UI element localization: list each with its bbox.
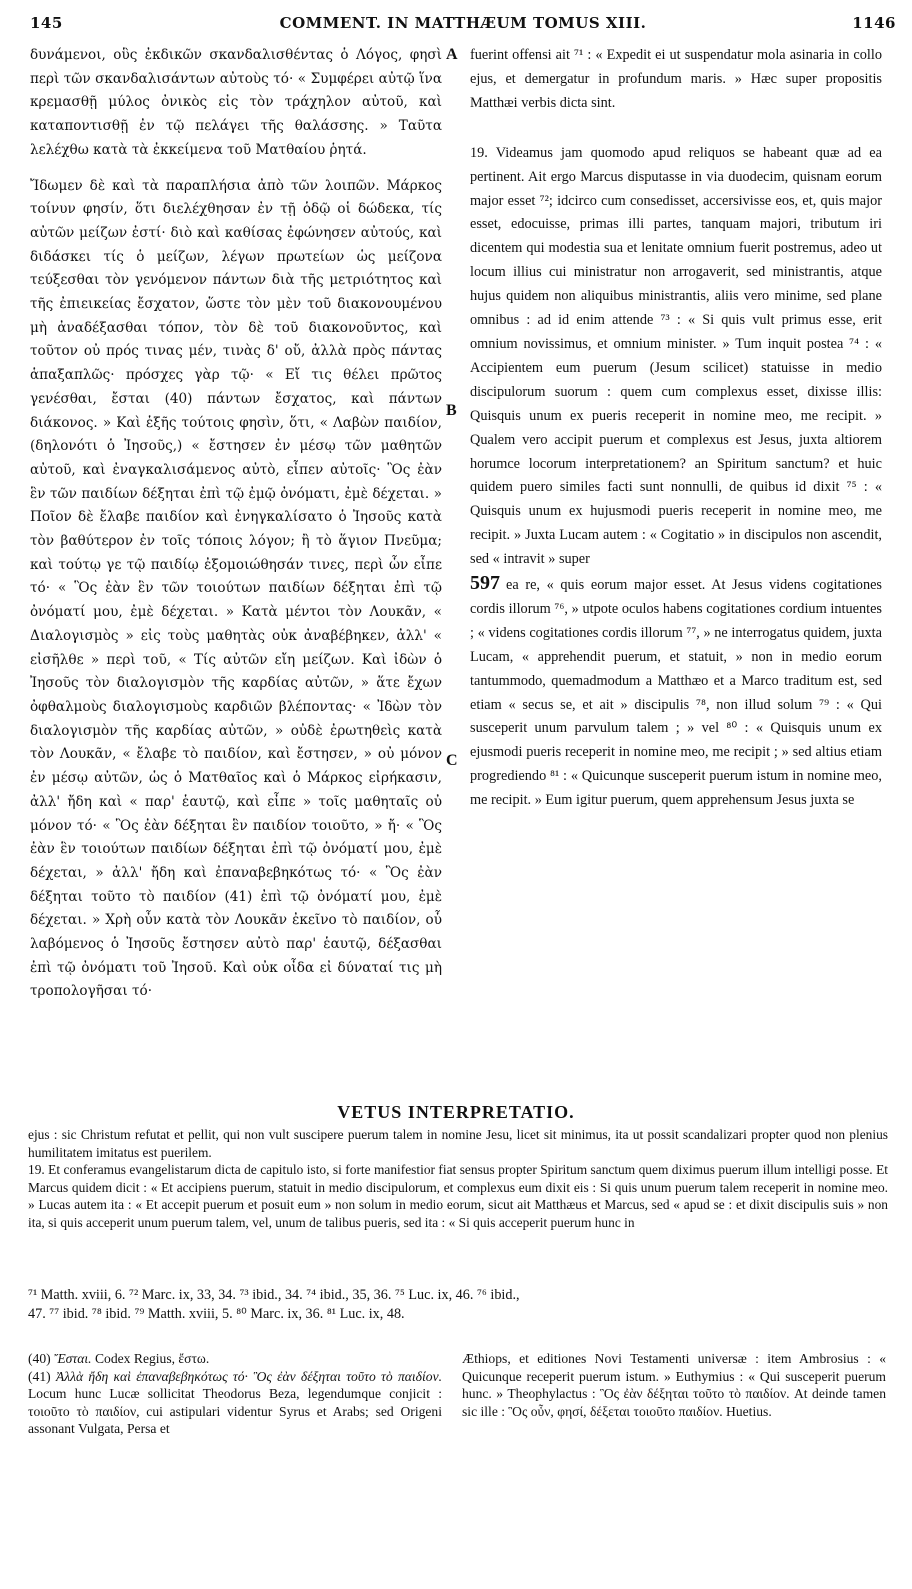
greek-paragraph-2: Ἴδωμεν δὲ καὶ τὰ παραπλήσια ἀπὸ τῶν λοιπῶν. Μάρκος τοίνυν φησίν, ὅτι διελέχθησαν ἐν τῇ ὁδῷ οἱ δώδεκα, τίς αὐτῶν μείζων ἐστί· διὸ καὶ καθίσας ἐφώνησεν αὐτούς, καὶ διδάσκει τίς ὁ μείζων, λέγων πρωτείων ὡς μείζονα τεύξεσθαι τὸν γενόμενον πάντων διὰ τῆς μετριότητος καὶ τῆς ἐπιεικείας ἔσχατον, ὥστε τὸν μὲν τοῦ διακονουμένου μὴ ἀναδέξασθαι τόπον, τὸν δὲ τοῦ διακονοῦντος, καὶ τοῦτον οὐ πρός τινας μέν, τινὰς δ' οὔ, ἀλλὰ πρὸς πάντας ἁπαξαπλῶς· πρόσχες γὰρ τῷ· « Εἴ τις θέλει πρῶτος γενέσθαι, ἔσται (40) πάντων ἔσχατος, καὶ πάντων διάκονος. » Καὶ ἑξῆς τούτοις φησὶν, ὅτι, « Λαβὼν παιδίον, (δηλονότι ὁ Ἰησοῦς,) « ἔστησεν ἐν μέσῳ τῶν μαθητῶν αὐτοῦ, καὶ ἐναγκαλισάμενος αὐτὸ, εἶπεν αὐτοῖς· Ὃς ἐὰν ἓν τῶν παιδίων δέξηται ἐπὶ τῷ ἐμῷ ὀνόματι, ἐμὲ δέχεται. » Ποῖον δὲ ἔλαβε παιδίον καὶ ἐνηγκαλίσατο ὁ Ἰησοῦς κατὰ τὸν βαθύτερον ἐν τοῖς τόποις λόγον; ἢ τὸ ἅγιον Πνεῦμα; καὶ τούτῳ γε τῷ παιδίῳ ἐξομοιώθησάν τινες, περὶ ὧν εἶπε τό· « Ὃς ἐὰν ἓν τῶν τοιούτων παιδίων δέξηται ἐπὶ τῷ ὀνόματί μου, ἐμὲ δέχεται. » Κατὰ μέντοι τὸν Λουκᾶν, « Διαλογισμὸς » εἰς τοὺς μαθητὰς οὐκ ἀναβέβηκεν, ἀλλ' « εἰσῆλθε » περὶ τοῦ, « Τίς αὐτῶν εἴη μείζων. Καὶ ἰδὼν ὁ Ἰησοῦς τὸν διαλογισμὸν τῆς καρδίας αὐτῶν, » ἅτε ἔχων ὀφθαλμοὺς διαλογισμοὺς καρδιῶν βλέποντας· « Ἰδὼν τὸν διαλογισμὸν τῆς καρδίας αὐτῶν, » οὐδὲ ἐρωτηθεὶς κατὰ τὸν Λουκᾶν, « ἔλαβε τὸ παιδίον, καὶ ἔστησεν, » οὐ μόνον ἐν μέσῳ αὐτῶν, ὡς ὁ Ματθαῖος καὶ ὁ Μάρκος εἰρήκασιν, ἀλλ' ἤδη καὶ « παρ' ἑαυτῷ, καὶ εἶπε » τοῖς μαθηταῖς οὐ μόνον τό· « Ὃς ἐὰν δέξηται ἓν παιδίον τοιοῦτο, » ἤ· « Ὃς ἐὰν ἓν τοιούτων παιδίων δέξηται ἐπὶ τῷ ὀνόματί μου, ἐμὲ δέχεται, » ἀλλ' ἤδη καὶ ἐπαναβεβηκότως τό· « Ὃς ἐὰν δέξηται τοῦτο τὸ παιδίον (41) ἐπὶ τῷ ὀνόματί μου, ἐμὲ δέχεται. » Χρὴ οὖν κατὰ τὸν Λουκᾶν ἐκεῖνο τὸ παιδίον, οὗ λαβόμενος ὁ Ἰησοῦς ἔστησεν αὐτὸ παρ' ἑαυτῷ, δέξασθαι ἐπὶ τῷ ὀνόματι τοῦ Ἰησοῦ. Καὶ οὐκ οἶδα εἰ δύναταί τις μὴ τροπολογῆσαι τό· <box>30 177 442 1000</box>
footnote-41-continued: Æthiops, et editiones Novi Testamenti universæ : item Ambrosius : « Quicunque receperit puerum istum. » Euthymius : « Qui susceperit puerum hunc. » Theophylactus : Ὃς ἐὰν δέξηται τοῦτο τὸ παιδίον. At deinde tamen sic ille : Ὃς οὖν, φησί, δέξεται τοιοῦτο παιδίον. Huetius. <box>462 1351 886 1419</box>
latin-paragraph-3 <box>470 572 882 813</box>
latin-paragraph-3-text: ea re, « quis eorum major esset. At Jesus videns cogitationes cordis illorum ⁷⁶, » utpote oculos habens cogitationes cordium intuentes ; « videns cogitationes cordis illorum ⁷⁷, » ne interrogatus quidem, juxta Lucam, « apprehendit puerum, et statuit, » non in medio eorum tantummodo, quemadmodum a Matthæo et a Marco traditum est, sed etiam « secus se, et ait » discipulis ⁷⁸, non illud solum ⁷⁹ : « Qui susceperit unum parvulum talem ; » vel ⁸⁰ : « Quisquis unum ex ejusmodi pueris receperit in nomine meo, me recipit ; » sed altius etiam progrediendo ⁸¹ : « Quicunque susceperit puerum istum in nomine meo, me recipit. » Eum igitur puerum, quem apprehensum Jesus juxta se <box>470 577 882 809</box>
margin-letter-a: A <box>446 46 458 63</box>
footnote-41 <box>28 1368 442 1438</box>
footnote-41-text: Locum hunc Lucæ sollicitat Theodorus Beza, legendumque conjicit : τοιοῦτο τὸ παιδίον, cui astipulari videntur Syrus et Arabs; sed Origeni assonant Vulgata, Persa et <box>28 1386 442 1437</box>
vetus-paragraph-1: ejus : sic Christum refutat et pellit, qui non vult suscipere puerum talem in nomine Jesu, licet sit minimus, ita ut possit scandalizari propter quod non plenius humilitatem imitatus est puerilem. <box>28 1127 888 1160</box>
footnote-41-lemma: Ἀλλὰ ἤδη καὶ ἐπαναβεβηκότως τό· Ὃς ἐὰν δέξηται τοῦτο τὸ παιδίον. <box>55 1368 442 1384</box>
latin-column <box>470 44 882 813</box>
margin-letter-b: B <box>446 402 457 419</box>
running-title: COMMENT. IN MATTHÆUM TOMUS XIII. <box>279 14 647 32</box>
footnote-40 <box>28 1350 442 1368</box>
greek-paragraph-1: δυνάμενοι, οὓς ἐκδικῶν σκανδαλισθέντας ὁ Λόγος, φησὶ περὶ τῶν σκανδαλισάντων αὐτοὺς τό· « Συμφέρει αὐτῷ ἵνα κρεμασθῇ μύλος ὀνικὸς εἰς τὸν τράχηλον αὐτοῦ, καὶ καταποντισθῇ ἐν τῷ πελάγει τῆς θαλάσσης. » Ταῦτα λελέχθω κατὰ τὰ ἐκκείμενα τοῦ Ματθαίου ῥητά. <box>30 47 442 158</box>
footnote-40-text: Codex Regius, ἔστω. <box>94 1351 210 1366</box>
footnote-41-number: (41) <box>28 1368 51 1384</box>
references-line-1: ⁷¹ Matth. xviii, 6. ⁷² Marc. ix, 33, 34. ⁷³ ibid., 34. ⁷⁴ ibid., 35, 36. ⁷⁵ Luc. ix, 46. ⁷⁶ ibid., <box>28 1287 520 1303</box>
footnote-40-number: (40) <box>28 1351 51 1366</box>
vetus-interpretatio <box>28 1126 888 1231</box>
page-header <box>30 14 896 36</box>
footnotes-right <box>462 1350 886 1420</box>
vetus-paragraph-2: 19. Et conferamus evangelistarum dicta de capitulo isto, si forte manifestior fiat sensus propter Spiritum sanctum quem diximus puerum illum intelligi posse. Et Marcus quidem dicit : « Et accipiens puerum, statuit in medio discipulorum, et complexus eum dixit eis : Si quis unum puerum talem receperit in nomine meo. » Lucas autem ita : « Et accepit puerum et posuit eum » non solum in medio eorum, sicut ait Matthæus et Marcus, sed « apud se : et dixit discipulis suis » non ita, si quis acceperit unum puerum talem, vel, unum de talibus pueris, sed ita : « Si quis acceperit puerum hunc in <box>28 1162 888 1230</box>
references-line-2: 47. ⁷⁷ ibid. ⁷⁸ ibid. ⁷⁹ Matth. xviii, 5. ⁸⁰ Marc. ix, 36. ⁸¹ Luc. ix, 48. <box>28 1306 405 1322</box>
latin-paragraph-1: fuerint offensi ait ⁷¹ : « Expedit ei ut suspendatur mola asinaria in collo ejus, et demergatur in profundum maris. » Hæc super propositis Matthæi verbis dicta sint. <box>470 47 882 111</box>
scripture-references <box>28 1286 888 1305</box>
column-number: 597 <box>470 572 500 595</box>
page-number-right: 1146 <box>852 14 896 32</box>
vetus-title: VETUS INTERPRETATIO. <box>337 1102 575 1122</box>
greek-column <box>30 44 442 1004</box>
page-number-left: 145 <box>30 14 63 32</box>
footnotes-left <box>28 1350 442 1438</box>
scripture-references-2 <box>28 1305 888 1324</box>
latin-paragraph-2: 19. Videamus jam quomodo apud reliquos se habeant quæ ad ea pertinent. Ait ergo Marcus disputasse in via duodecim, quisnam eorum major esset ⁷²; idcirco cum consedisset, accersivisse eos, et, quis major esset, edocuisse, primas illi partes, tanquam majori, tributum iri dicentem qui modestia sua et lenitate omnium fuerit postremus, adeo ut locum illius cui ministratur non arrogaverit, sed ministrantis, atque hujus quidem non aliquibus ministrantis, aliis vero minime, sed plane omnibus : ad id enim attende ⁷³ : « Si quis vult primus esse, erit omnium novissimus, et omnium minister. » Tum inquit postea ⁷⁴ : « Accipientem eum puerum (Jesum scilicet) statuisse in medio discipulorum suorum : quem cum complexus esset, dixisse illis: Quisquis unum ex pueris receperit in nomine meo, me recipit. » Qualem vero accipit puerum et complexus est Jesus, juxta altiorem horumce locorum interpretationem? an Spiritum sanctum? et huic quidem puero similes facti sunt nonnulli, de quibus id dixit ⁷⁵ : « Quisquis unum ex hujusmodi pueris receperit in nomine meo, me recipit. » Juxta Lucam autem : « Cogitatio » in discipulos non ascendit, sed « intravit » super <box>470 144 882 568</box>
footnote-40-lemma: Ἔσται. <box>54 1351 92 1366</box>
margin-letter-c: C <box>446 752 458 769</box>
